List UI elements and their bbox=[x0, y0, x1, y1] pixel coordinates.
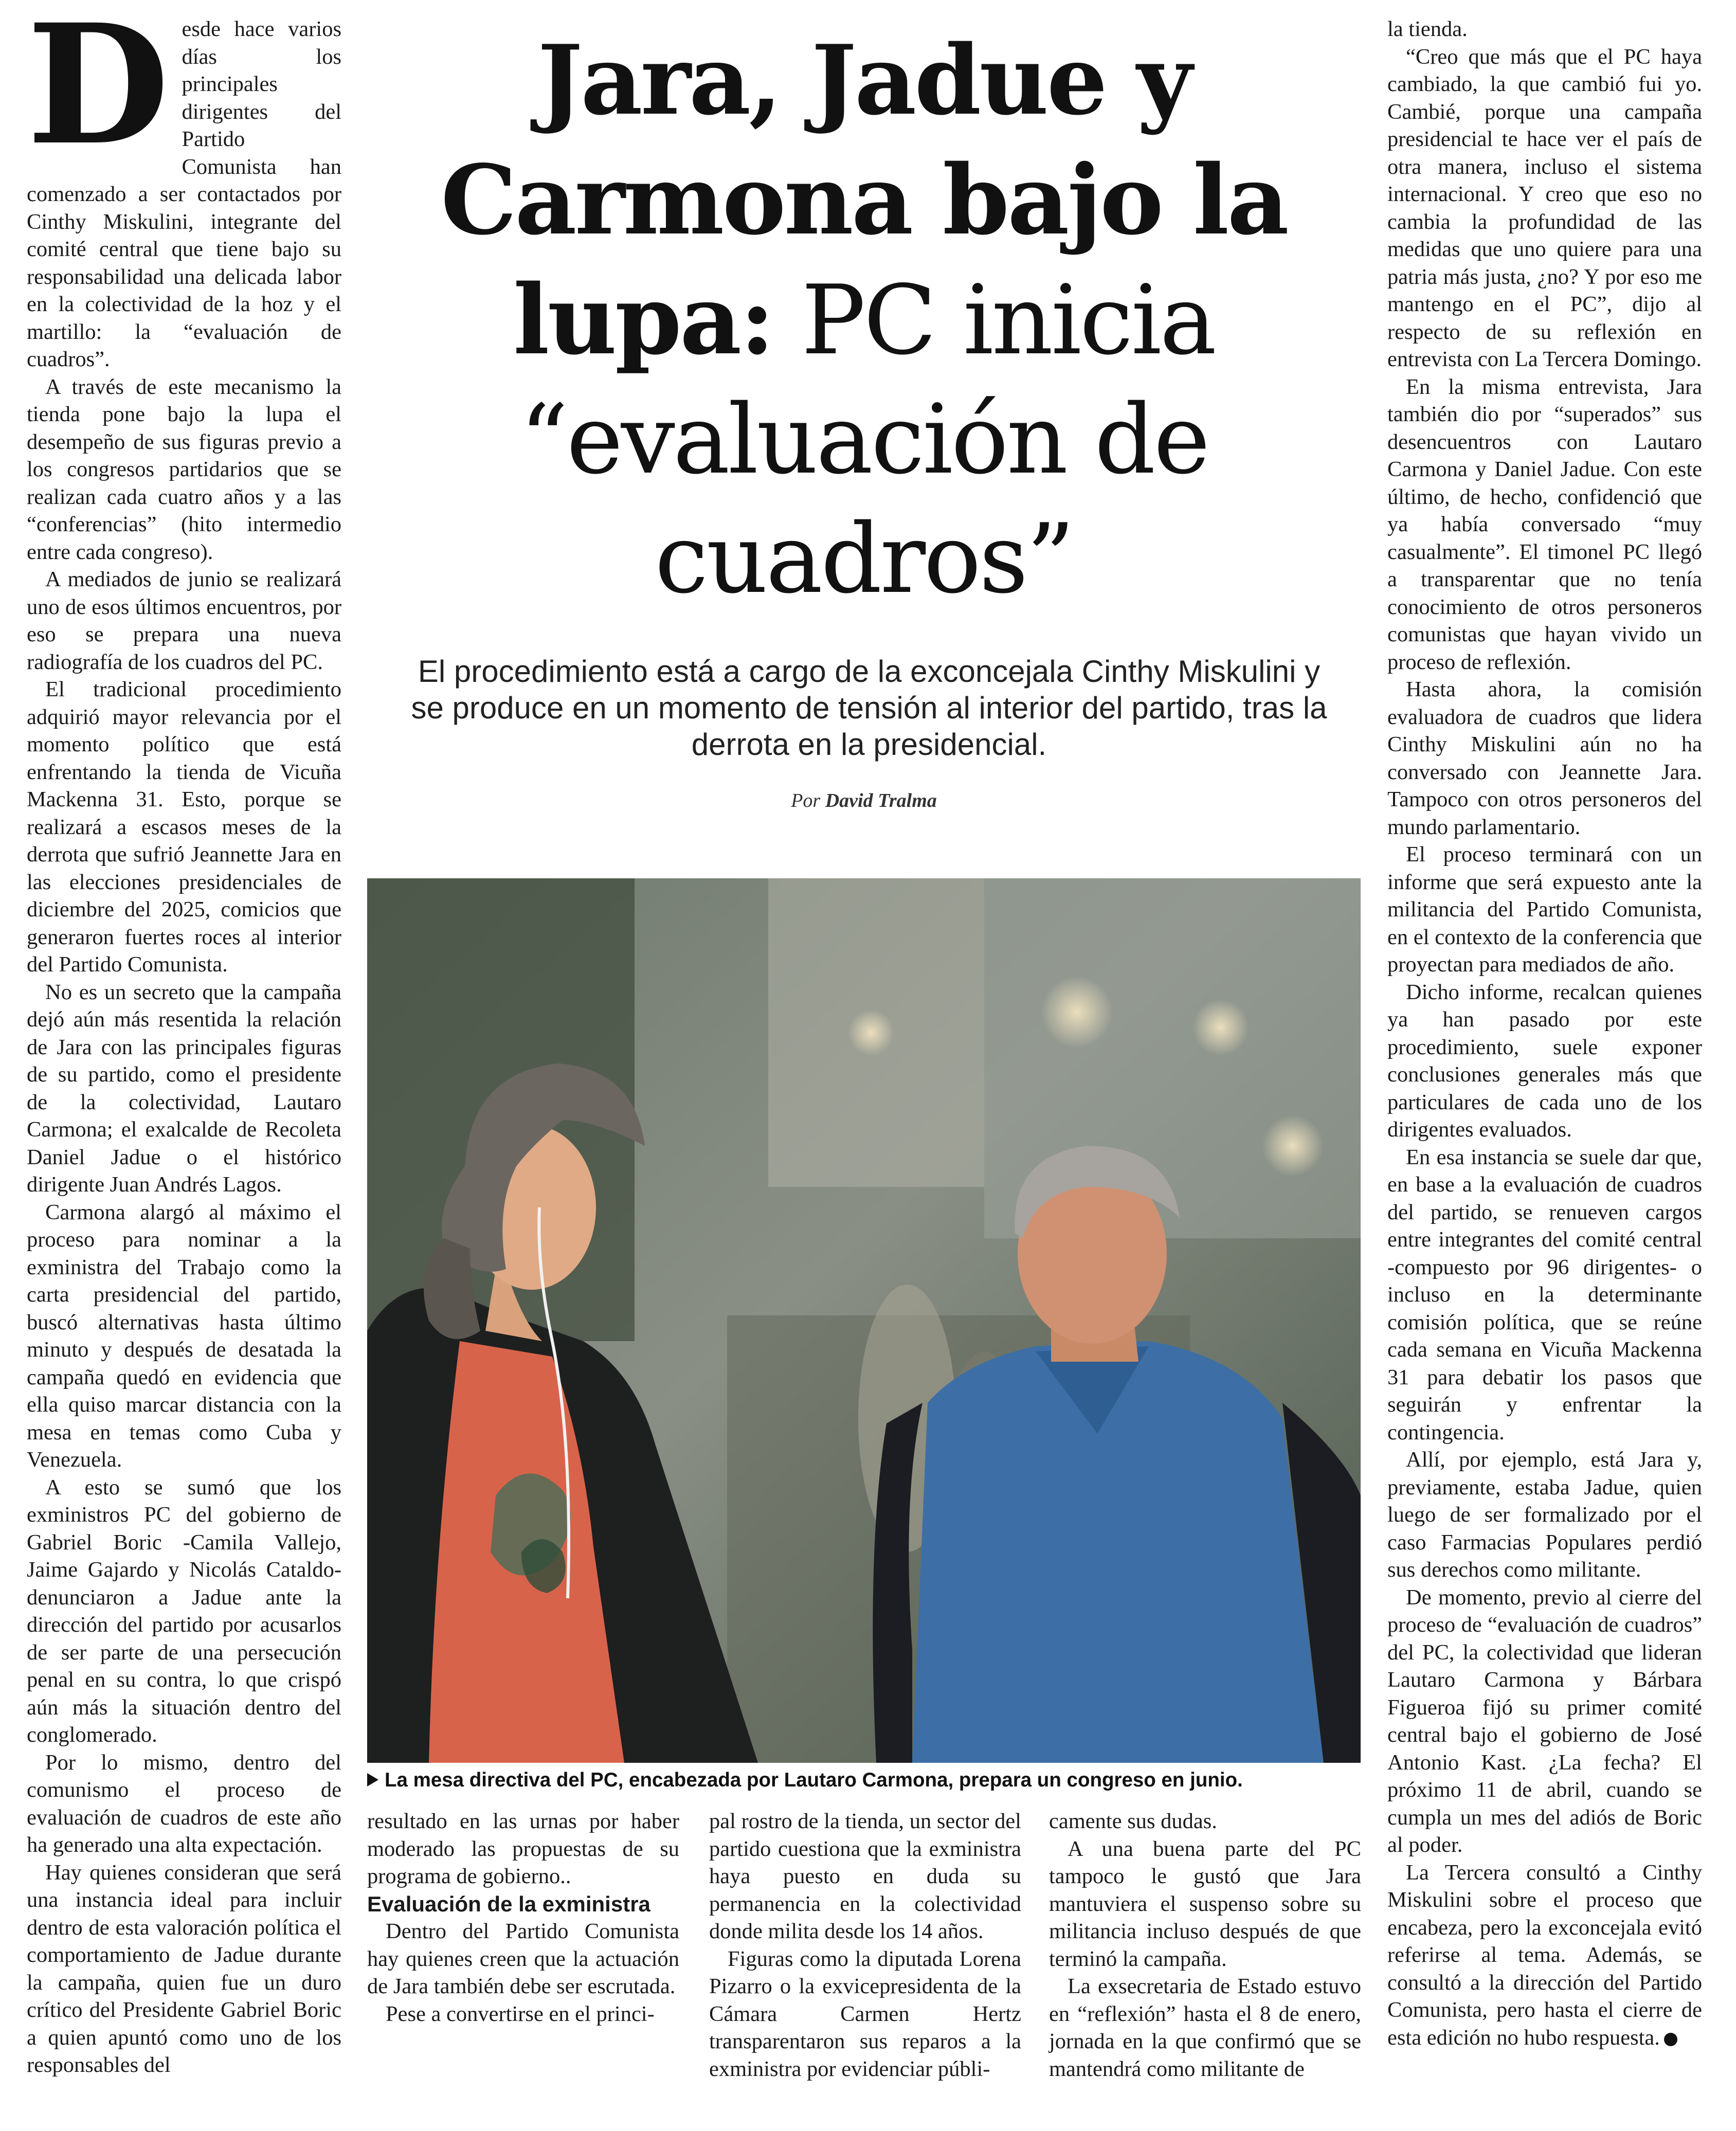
deck-subtitle: El procedimiento está a cargo de la exconcejala Cinthy Miskulini y se produce en un momento de tensión al interior del partido, tras la derrota en la presidencial. bbox=[411, 654, 1327, 762]
article-paragraph: Hay quienes consideran que será una instancia ideal para incluir dentro de esta valoración política el comportamiento de Jadue durante la campaña, quien fue un duro crítico del Presidente Gabriel Boric a quien apuntó como uno de los responsables del bbox=[27, 1860, 341, 2077]
article-column-4 bbox=[1049, 1808, 1361, 2083]
drop-cap: D bbox=[27, 0, 170, 182]
article-paragraph: Dentro del Partido Comunista hay quienes creen que la actuación de Jara también debe ser escrutada. bbox=[367, 1919, 679, 1998]
article-column-1 bbox=[27, 0, 341, 2079]
article-paragraph: A través de este mecanismo la tienda pone bajo la lupa el desempeño de sus figuras previo a los congresos partidarios que se realizan cada cuatro años y a las “conferencias” (hito intermedio entre cada congreso). bbox=[27, 374, 341, 564]
article-paragraph: En esa instancia se suele dar que, en base a la evaluación de cuadros del partido, se renueven cargos entre integrantes del comité central -compuesto por 96 dirigentes- o incluso en la determinante comisión política, que se reúne cada semana en Vicuña Mackenna 31 para debatir los pasos que seguirán y enfrentar la contingencia. bbox=[1387, 1145, 1702, 1444]
byline-prefix: Por bbox=[791, 790, 821, 811]
byline bbox=[360, 789, 1368, 812]
headline bbox=[360, 21, 1368, 619]
end-mark-icon bbox=[1664, 2033, 1677, 2046]
article-column-2 bbox=[367, 1808, 679, 2028]
article-paragraph: No es un secreto que la campaña dejó aún más resentida la relación de Jara con las principales figuras de su partido, como el presidente de la colectividad, Lautaro Carmona; el exalcalde de Recoleta Daniel Jadue o el histórico dirigente Juan Andrés Lagos. bbox=[27, 980, 341, 1197]
article-paragraph bbox=[27, 0, 341, 373]
paragraph-text: esde hace varios días los principales dirigentes del Partido Comunista han comenzado a ser contactados por Cinthy Miskulini, integrante del comité central que tiene bajo su responsabilidad una delicada labor en la colectividad de la hoz y el martillo: la “evaluación de cuadros”. bbox=[27, 17, 341, 371]
article-paragraph: Carmona alargó al máximo el proceso para nominar a la exministra del Trabajo como la carta presidencial del partido, buscó alternativas hasta último minuto y después de desatada la campaña quedó en evidencia que ella quiso marcar distancia con la mesa en temas como Cuba y Venezuela. bbox=[27, 1200, 341, 1472]
article-column-5 bbox=[1387, 15, 1702, 2051]
paragraph-text: La Tercera consultó a Cinthy Miskulini sobre el proceso que encabeza, pero la exconcejala evitó referirse al tema. Además, se consultó a la dirección del Partido Comunista, pero hasta el cierre de esta edición no hubo respuesta. bbox=[1387, 1860, 1702, 2050]
article-paragraph: A mediados de junio se realizará uno de esos últimos encuentros, por eso se prepara una nueva radiografía de los cuadros del PC. bbox=[27, 567, 341, 674]
article-column-3 bbox=[709, 1808, 1021, 2083]
article-paragraph: resultado en las urnas por haber moderado las propuestas de su programa de gobierno.. bbox=[367, 1809, 679, 1888]
article-paragraph: Figuras como la diputada Lorena Pizarro o la exvicepresidenta de la Cámara Carmen Hertz transparentaron sus reparos a la exministra por evidenciar públi- bbox=[709, 1946, 1021, 2081]
article-paragraph: A una buena parte del PC tampoco le gustó que Jara mantuviera el suspenso sobre su militancia incluso después de que terminó la campaña. bbox=[1049, 1836, 1361, 1971]
article-paragraph: Allí, por ejemplo, está Jara y, previamente, estaba Jadue, quien luego de ser formalizado por el caso Farmacias Populares perdió sus derechos como militante. bbox=[1387, 1448, 1702, 1582]
headline-bold: Jara, Jadue y Carmona bajo la lupa: bbox=[441, 24, 1287, 376]
article-paragraph: pal rostro de la tienda, un sector del partido cuestiona que la exministra haya puesto en duda su permanencia en la colectividad donde milita desde los 14 años. bbox=[709, 1809, 1021, 1943]
article-paragraph: Dicho informe, recalcan quienes ya han pasado por este procedimiento, suele exponer conclusiones generales más que particulares de cada uno de los dirigentes evaluados. bbox=[1387, 980, 1702, 1142]
article-paragraph: La exsecretaria de Estado estuvo en “reflexión” hasta el 8 de enero, jornada en la que confirmó que se mantendrá como militante de bbox=[1049, 1974, 1361, 2081]
section-subhead: Evaluación de la exministra bbox=[367, 1891, 650, 1916]
article-paragraph: De momento, previo al cierre del proceso de “evaluación de cuadros” del PC, la colectividad que lideran Lautaro Carmona y Bárbara Figueroa fijó su primer comité central bajo el gobierno de José Antonio Kast. ¿La fecha? El próximo 11 de abril, cuando se cumpla un mes del adiós de Boric al poder. bbox=[1387, 1585, 1702, 1857]
article-photo bbox=[367, 878, 1361, 1763]
caption-arrow-icon bbox=[367, 1773, 378, 1786]
headline-light: PC inicia “evaluación de cuadros” bbox=[519, 264, 1215, 615]
byline-author: David Tralma bbox=[825, 790, 937, 811]
article-paragraph bbox=[1387, 1859, 1702, 2052]
article-paragraph: El tradicional procedimiento adquirió mayor relevancia por el momento político que está enfrentando la tienda de Vicuña Mackenna 31. Esto, porque se realizará a escasos meses de la derrota que sufrió Jeannette Jara en las elecciones presidenciales de diciembre del 2025, comicios que generaron fuertes roces al interior del Partido Comunista. bbox=[27, 677, 341, 977]
article-paragraph: Hasta ahora, la comisión evaluadora de cuadros que lidera Cinthy Miskulini aún no ha conversado con Jeannette Jara. Tampoco con otros personeros del mundo parlamentario. bbox=[1387, 677, 1702, 839]
article-paragraph: El proceso terminará con un informe que será expuesto ante la militancia del Partido Comunista, en el contexto de la conferencia que proyectan para mediados de año. bbox=[1387, 842, 1702, 977]
article-paragraph: Pese a convertirse en el princi- bbox=[386, 2001, 655, 2026]
article-paragraph: A esto se sumó que los exministros PC del gobierno de Gabriel Boric -Camila Vallejo, Jaime Gajardo y Nicolás Cataldo- denunciaron a Jadue ante la dirección del partido por acusarlos de ser parte de una persecución penal en su contra, lo que crispó aún más la situación dentro del conglomerado. bbox=[27, 1475, 341, 1747]
article-paragraph: camente sus dudas. bbox=[1049, 1809, 1217, 1833]
article-paragraph: la tienda. bbox=[1387, 17, 1468, 41]
article-paragraph: “Creo que más que el PC haya cambiado, la que cambió fui yo. Cambié, porque una campaña presidencial te hace ver el país de otra manera, incluso el sistema internacional. Y creo que eso no cambia la profundidad de las medidas que uno quiere para una patria más justa, ¿no? Y por eso me mantengo en el PC”, dijo al respecto de su reflexión en entrevista con La Tercera Domingo. bbox=[1387, 44, 1702, 371]
photo-caption bbox=[367, 1769, 1365, 1792]
article-paragraph: En la misma entrevista, Jara también dio por “superados” sus desencuentros con Lautaro Carmona y Daniel Jadue. Con este último, de hecho, confidenció que ya había conversado “muy casualmente”. El timonel PC llegó a transparentar que no tenía conocimiento de otros personeros comunistas que hayan vivido un proceso de reflexión. bbox=[1387, 374, 1702, 674]
caption-text: La mesa directiva del PC, encabezada por Lautaro Carmona, prepara un congreso en junio. bbox=[385, 1769, 1243, 1791]
article-paragraph: Por lo mismo, dentro del comunismo el proceso de evaluación de cuadros de este año ha generado una alta expectación. bbox=[27, 1750, 341, 1857]
